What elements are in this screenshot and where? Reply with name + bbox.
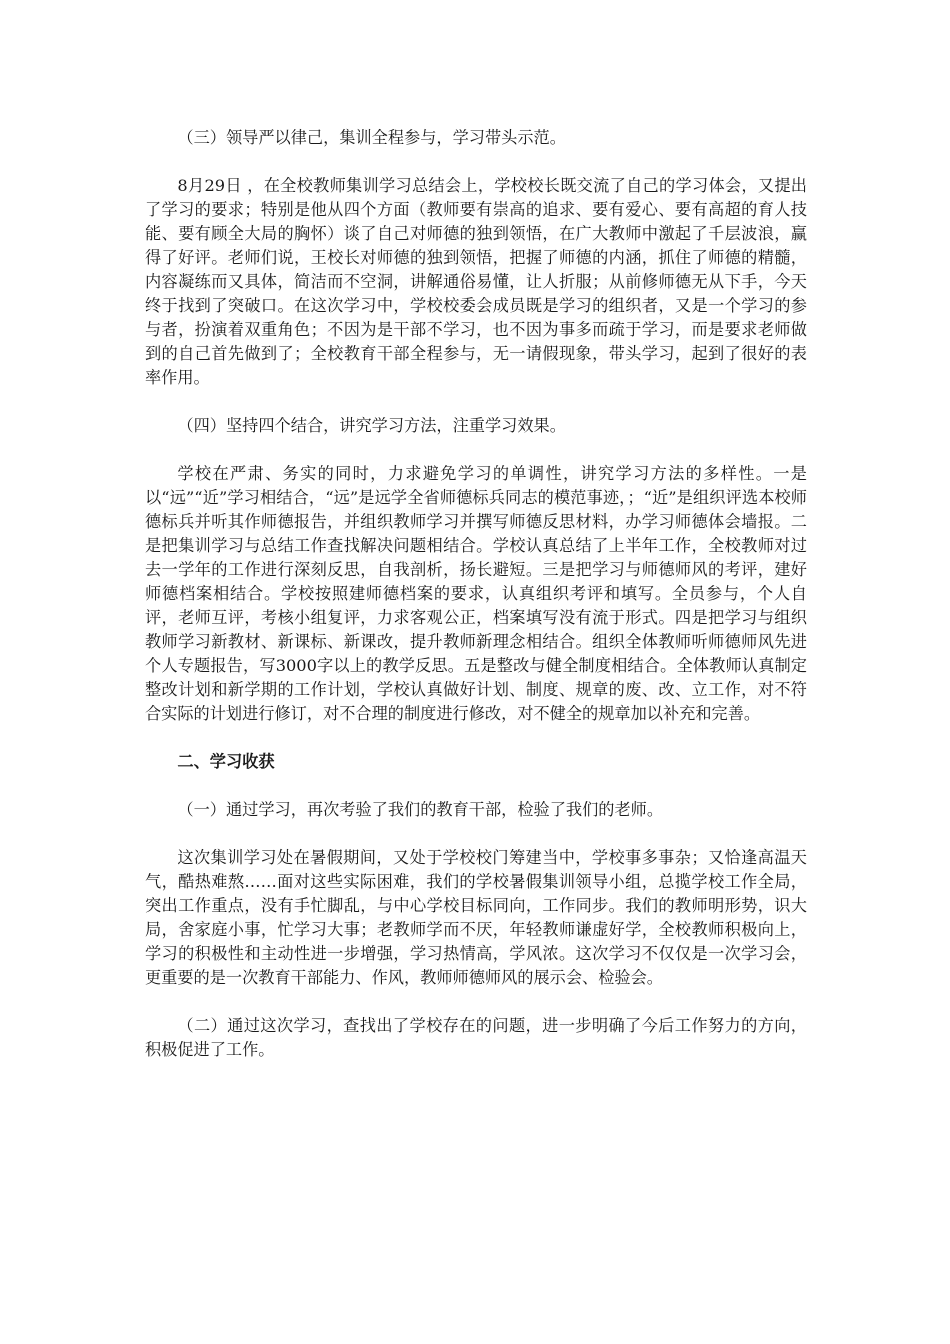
paragraph-gap <box>145 150 807 174</box>
paragraph-gap <box>145 726 807 750</box>
section-heading: 二、学习收获 <box>177 752 275 771</box>
subsection-heading-4: （四）坚持四个结合，讲究学习方法，注重学习效果。 <box>177 416 566 435</box>
paragraph-gap <box>145 390 807 414</box>
body-paragraph: 这次集训学习处在暑假期间，又处于学校校门筹建当中，学校事多事杂；又恰逢高温天气，酷热难熬……面对这些实际困难，我们的学校暑假集训领导小组，总揽学校工作全局，突出工作重点，没有手忙脚乱，与中心学校目标同向，工作同步。我们的教师明形势，识大局，舍家庭小事，忙学习大事；老教师学而不厌，年轻教师谦虚好学，全校教师积极向上，学习的积极性和主动性进一步增强，学习热情高，学风浓。这次学习不仅仅是一次学习会，更重要的是一次教育干部能力、作风，教师师德师风的展示会、检验会。 <box>145 848 807 987</box>
subsection-heading-1: （一）通过学习，再次考验了我们的教育干部，检验了我们的老师。 <box>177 800 664 819</box>
paragraph-gap <box>145 822 807 846</box>
body-paragraph: 8月29日 ，在全校教师集训学习总结会上，学校校长既交流了自己的学习体会，又提出了学习的要求；特别是他从四个方面（教师要有崇高的追求、要有爱心、要有高超的育人技能、要有顾全大局的胸怀）谈了自己对师德的独到领悟，在广大教师中激起了千层波浪，赢得了好评。老师们说，王校长对师德的独到领悟，把握了师德的内涵，抓住了师德的精髓，内容凝练而又具体，简洁而不空洞，讲解通俗易懂，让人折服；从前修师德无从下手，今天终于找到了突破口。在这次学习中，学校校委会成员既是学习的组织者，又是一个学习的参与者，扮演着双重角色；不因为是干部不学习，也不因为事多而疏于学习，而是要求老师做到的自己首先做到了；全校教育干部全程参与，无一请假现象，带头学习，起到了很好的表率作用。 <box>145 176 807 387</box>
subsection-heading-3: （三）领导严以律己，集训全程参与，学习带头示范。 <box>177 128 566 147</box>
paragraph-gap <box>145 774 807 798</box>
subsection-heading-2: （二）通过这次学习，查找出了学校存在的问题，进一步明确了今后工作努力的方向，积极促进了工作。 <box>145 1016 807 1059</box>
paragraph-gap <box>145 990 807 1014</box>
document-body <box>145 126 807 1062</box>
body-paragraph: 学校在严肃、务实的同时，力求避免学习的单调性，讲究学习方法的多样性。一是以“远”“近”学习相结合，“远”是远学全省师德标兵同志的模范事迹，；“近”是组织评选本校师德标兵并听其作师德报告，并组织教师学习并撰写师德反思材料，办学习师德体会墙报。二是把集训学习与总结工作查找解决问题相结合。学校认真总结了上半年工作，全校教师对过去一学年的工作进行深刻反思，自我剖析，扬长避短。三是把学习与师德师风的考评，建好师德档案相结合。学校按照建师德档案的要求，认真组织考评和填写。全员参与，个人自评，老师互评，考核小组复评，力求客观公正，档案填写没有流于形式。四是把学习与组织教师学习新教材、新课标、新课改，提升教师新理念相结合。组织全体教师听师德师风先进个人专题报告，写3000字以上的教学反思。五是整改与健全制度相结合。全体教师认真制定整改计划和新学期的工作计划，学校认真做好计划、制度、规章的废、改、立工作，对不符合实际的计划进行修订，对不合理的制度进行修改，对不健全的规章加以补充和完善。 <box>145 464 807 723</box>
paragraph-gap <box>145 438 807 462</box>
